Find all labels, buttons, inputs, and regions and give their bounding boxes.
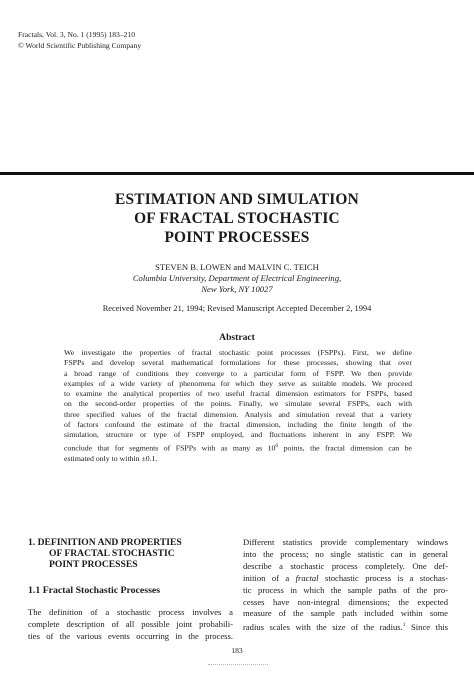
affiliation-line: Columbia University, Department of Electrical Engineering, [132,273,342,283]
body-line: describe a stochastic process completely. One def- [243,560,448,571]
abstract-body [64,348,412,464]
right-column-text [243,537,448,634]
footnote-marker: 1 [402,622,406,629]
subsection-heading: 1.1 Fractal Stochastic Processes [28,585,161,596]
abstract-line: estimated only to within ±0.1. [64,453,158,463]
body-line: Different statistics provide complementary windows [243,537,448,547]
body-line: measure of the sample path included within some [243,608,448,619]
abstract-line: We investigate the properties of fractal stochastic point processes (FSPPs). First, we define [64,348,412,357]
section-heading-line: OF FRACTAL STOCHASTIC [49,548,175,559]
abstract-line: a broad range of conditions they converge to a particular form of FSPP. We then provide [64,368,412,378]
exponent: 6 [275,442,279,449]
body-line: cesses have non-integral dimensions; the expected [243,596,448,607]
authors: STEVEN B. LOWEN and MALVIN C. TEICH [155,262,319,272]
abstract-line: of factors confound the estimate of the fractal dimension, including the finite length of the [64,420,412,430]
abstract-line: to examine the analytical properties of two useful fractal dimension estimators for FSPPs, based [64,389,412,399]
scan-artifact [208,664,268,668]
journal-line: Fractals, Vol. 3, No. 1 (1995) 183–210 [18,30,135,39]
abstract-line: examples of a wide variety of phenomena for which they serve as suitable models. We proceed [64,378,412,388]
section-heading-line: POINT PROCESSES [49,559,138,570]
title-line: POINT PROCESSES [164,229,310,246]
abstract-line: FSPPs and develop several mathematical formulations for these processes, showing that over [64,358,412,368]
section-heading [28,537,238,570]
body-line-text: radius scales with the size of the radius. [243,622,403,633]
paper-title [0,190,474,247]
journal-citation [18,30,141,51]
body-line [243,573,448,585]
abstract-line-text: conclude that for segments of FSPPs with as many as 10 [64,443,276,453]
body-line-text: inition of a [243,572,296,583]
page-number: 183 [231,646,243,655]
body-line: into the process; no single statistic can in general [243,548,448,559]
body-line [243,620,448,634]
abstract-line [64,441,412,454]
publisher-line: © World Scientific Publishing Company [18,40,142,50]
body-line: The definition of a stochastic process involves a [28,607,233,617]
body-line: tic process in which the sample paths of the pro- [243,584,448,595]
header-rule [0,172,474,175]
abstract-heading: Abstract [219,332,255,343]
abstract-line: three specified values of the fractal dimension. Analysis and simulation reveal that a variety [64,409,412,419]
affiliation-line: New York, NY 10027 [201,283,273,294]
title-line: OF FRACTAL STOCHASTIC [134,210,340,227]
body-line-tail: Since this [405,622,448,633]
title-line: ESTIMATION AND SIMULATION [115,191,359,208]
body-line: ties of the various events occurring in the process. [28,631,233,641]
body-line-tail: stochastic process is a stochas- [318,572,448,583]
abstract-line: on the second-order properties of the points. Finally, we simulate several FSPPs, each with [64,399,412,409]
body-line: complete description of all possible joint probabili- [28,619,233,629]
section-heading-line: 1. DEFINITION AND PROPERTIES [28,537,182,548]
abstract-line-tail: points, the fractal dimension can be [278,443,413,453]
left-column-text [28,606,233,642]
emphasis: fractal [295,572,319,583]
received-dates: Received November 21, 1994; Revised Manuscript Accepted December 2, 1994 [102,304,372,313]
affiliation [0,273,474,294]
abstract-line: simulation, structure or type of FSPP employed, and fluctuations inherent in any FSPP. We [64,430,412,440]
